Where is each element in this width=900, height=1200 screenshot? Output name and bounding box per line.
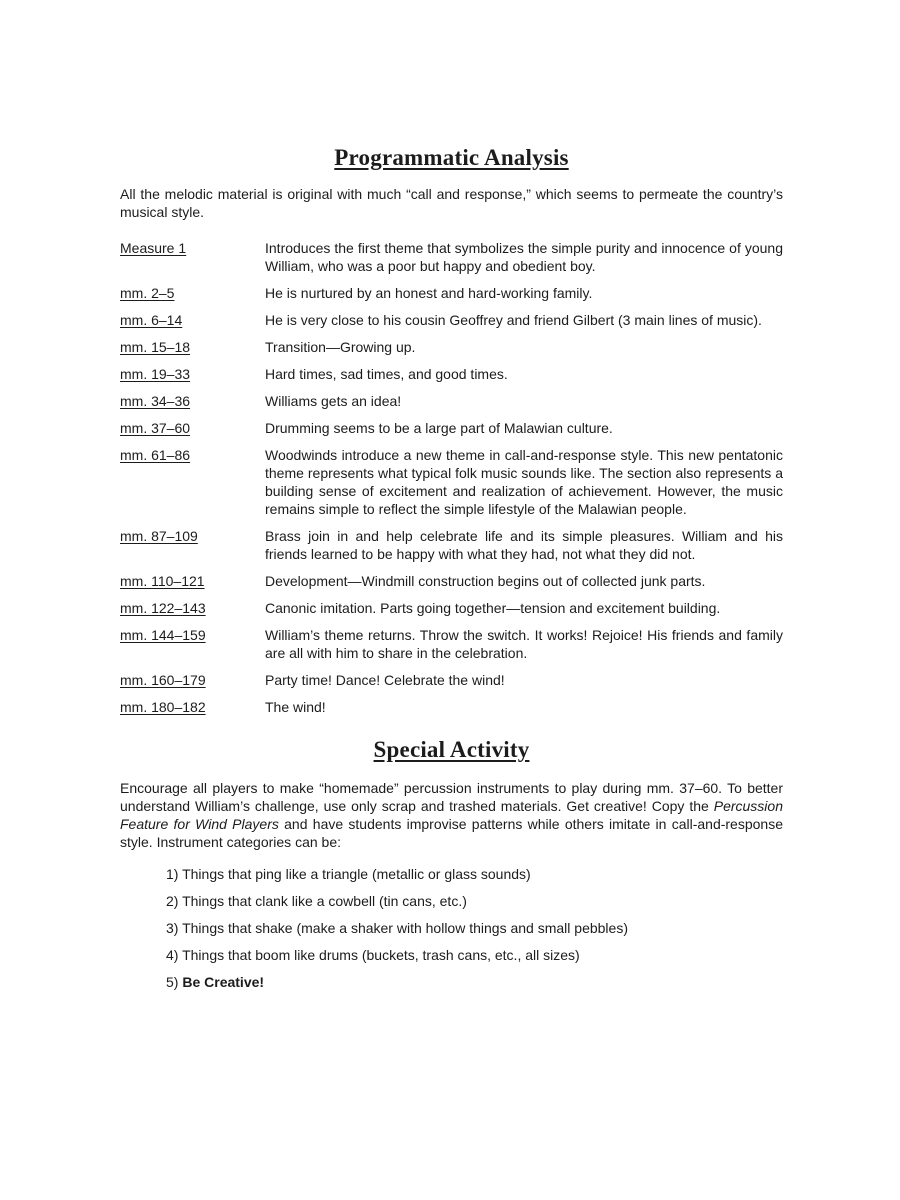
measure-label: mm. 180–182	[120, 699, 206, 715]
measure-label: mm. 15–18	[120, 339, 191, 355]
measure-label: mm. 110–121	[120, 573, 205, 589]
measure-description: Drumming seems to be a large part of Malawian culture.	[265, 420, 613, 436]
activity-text-end: and have students improvise patterns while others imitate in call-and-response style. Instrument categories can be:	[120, 816, 783, 850]
measure-label: mm. 6–14	[120, 312, 183, 328]
activity-paragraph	[120, 779, 783, 851]
table-row	[120, 572, 783, 599]
activity-text-italic: Percussion Feature for Wind Players	[120, 798, 783, 832]
table-row	[120, 419, 783, 446]
measure-label: mm. 2–5	[120, 285, 175, 301]
table-row	[120, 626, 783, 671]
measure-description: Woodwinds introduce a new theme in call-and-response style. This new pentatonic theme represents what typical folk music sounds like. The section also represents a building sense of excitement and realization of achievement. However, the music remains simple to reflect the simple lifestyle of the Malawian people.	[265, 447, 783, 517]
measure-analysis-table	[120, 239, 783, 725]
list-item-bold-text: Be Creative!	[182, 974, 265, 990]
measure-label: mm. 122–143	[120, 600, 206, 616]
measure-description: Introduces the first theme that symbolizes the simple purity and innocence of young William, who was a poor but happy and obedient boy.	[265, 240, 783, 274]
table-row	[120, 599, 783, 626]
special-activity-heading: Special Activity	[373, 737, 530, 762]
measure-description: He is very close to his cousin Geoffrey and friend Gilbert (3 main lines of music).	[265, 312, 762, 328]
list-item: 4) Things that boom like drums (buckets, trash cans, etc., all sizes)	[166, 947, 580, 963]
instrument-category-list	[120, 865, 783, 991]
table-row	[120, 338, 783, 365]
table-row	[120, 239, 783, 284]
measure-description: Development—Windmill construction begins out of collected junk parts.	[265, 573, 706, 589]
list-item	[166, 973, 783, 991]
measure-label: mm. 160–179	[120, 672, 206, 688]
measure-description: Transition—Growing up.	[265, 339, 416, 355]
measure-label: mm. 37–60	[120, 420, 191, 436]
activity-text-start: Encourage all players to make “homemade” percussion instruments to play during mm. 37–60. To better understand William’s challenge, use only scrap and trashed materials. Get creative! Copy the	[120, 780, 783, 814]
table-row	[120, 365, 783, 392]
measure-label: Measure 1	[120, 240, 187, 256]
measure-description: The wind!	[265, 699, 326, 715]
measure-label: mm. 19–33	[120, 366, 191, 382]
table-row	[120, 527, 783, 572]
table-row	[120, 284, 783, 311]
measure-description: Brass join in and help celebrate life and its simple pleasures. William and his friends learned to be happy with what they had, not what they did not.	[265, 528, 783, 562]
list-item: 2) Things that clank like a cowbell (tin cans, etc.)	[166, 893, 467, 909]
list-item: 3) Things that shake (make a shaker with hollow things and small pebbles)	[166, 920, 628, 936]
table-row	[120, 311, 783, 338]
measure-description: Williams gets an idea!	[265, 393, 402, 409]
programmatic-analysis-heading: Programmatic Analysis	[334, 145, 569, 170]
document-page	[120, 145, 783, 1000]
measure-description: Hard times, sad times, and good times.	[265, 366, 508, 382]
table-row	[120, 446, 783, 527]
measure-label: mm. 34–36	[120, 393, 191, 409]
measure-description: Canonic imitation. Parts going together—tension and excitement building.	[265, 600, 721, 616]
measure-description: He is nurtured by an honest and hard-working family.	[265, 285, 593, 301]
list-item: 1) Things that ping like a triangle (metallic or glass sounds)	[166, 866, 531, 882]
measure-label: mm. 144–159	[120, 627, 206, 643]
measure-label: mm. 61–86	[120, 447, 191, 463]
list-item-number: 5)	[166, 974, 179, 990]
table-row	[120, 392, 783, 419]
measure-label: mm. 87–109	[120, 528, 198, 544]
table-row	[120, 698, 783, 725]
table-row	[120, 671, 783, 698]
measure-description: William’s theme returns. Throw the switch. It works! Rejoice! His friends and family are all with him to share in the celebration.	[265, 627, 783, 661]
measure-description: Party time! Dance! Celebrate the wind!	[265, 672, 505, 688]
analysis-intro: All the melodic material is original with much “call and response,” which seems to permeate the country’s musical style.	[120, 186, 783, 220]
